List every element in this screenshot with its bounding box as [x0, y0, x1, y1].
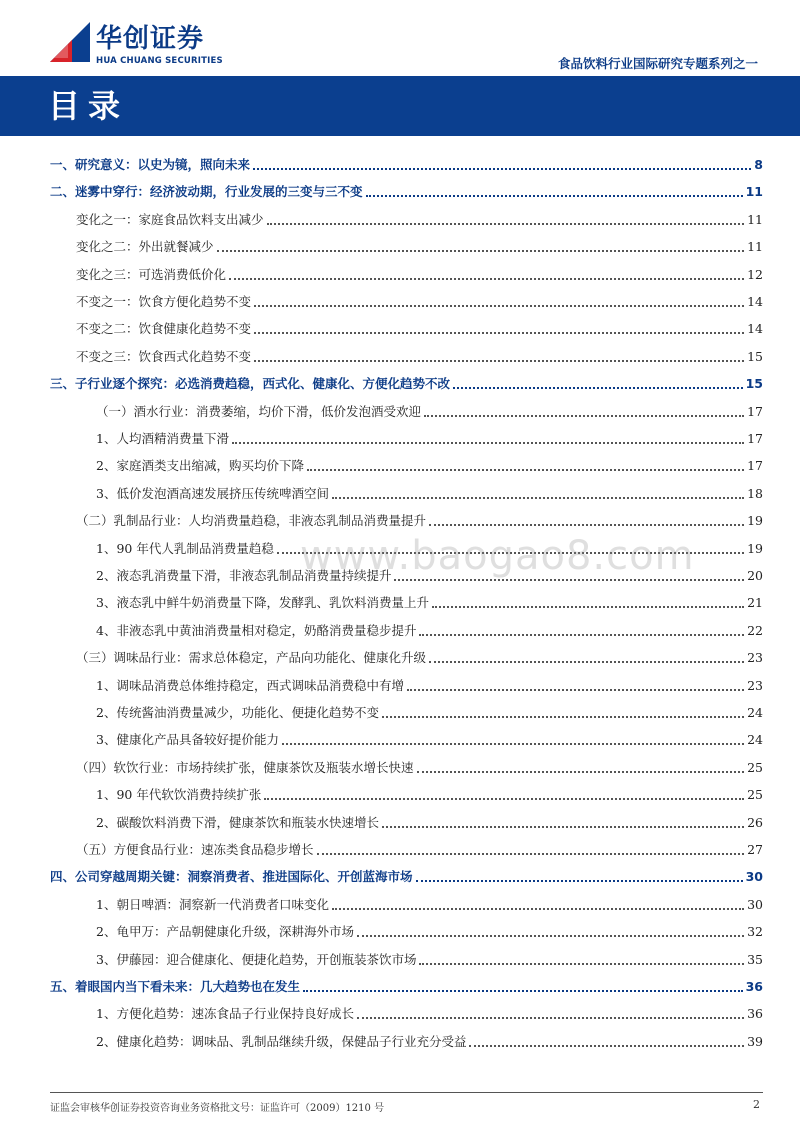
toc-entry-page: 39: [747, 1033, 763, 1049]
toc-entry[interactable]: [50, 864, 763, 886]
toc-dot-leader: [267, 223, 745, 225]
toc-entry-title: 不变之三：饮食西式化趋势不变: [76, 348, 252, 364]
toc-entry-title: 不变之一：饮食方便化趋势不变: [76, 294, 252, 309]
toc-entry-title: （四）软饮行业：市场持续扩张，健康茶饮及瓶装水增长快速: [76, 759, 414, 775]
toc-entry-page: 11: [747, 239, 763, 255]
toc-entry[interactable]: [76, 234, 763, 256]
toc-entry[interactable]: [96, 919, 763, 941]
toc-entry-page: 24: [747, 705, 763, 720]
toc-entry-title: 1、90 年代人乳制品消费量趋稳: [96, 540, 274, 556]
toc-dot-leader: [424, 415, 744, 417]
toc-dot-leader: [332, 908, 744, 910]
toc-entry-page: 23: [747, 677, 763, 693]
toc-banner: [0, 76, 800, 136]
toc-entry-page: 14: [747, 321, 763, 337]
toc-entry-title: （二）乳制品行业：人均消费量趋稳，非液态乳制品消费量提升: [76, 513, 427, 529]
toc-entry-title: 变化之二：外出就餐减少: [76, 239, 214, 255]
toc-entry-title: 1、方便化趋势：速冻食品子行业保持良好成长: [96, 1006, 354, 1022]
toc-entry-page: 15: [745, 376, 763, 392]
toc-entry-page: 35: [747, 951, 763, 967]
report-series-title: 食品饮料行业国际研究专题系列之一: [557, 56, 758, 71]
toc-dot-leader: [469, 1045, 744, 1047]
toc-dot-leader: [264, 798, 744, 800]
toc-entry[interactable]: [76, 344, 763, 366]
toc-dot-leader: [416, 880, 743, 882]
toc-dot-leader: [232, 442, 744, 444]
toc-entry-title: 一、研究意义：以史为镜，照向未来: [50, 157, 251, 172]
toc-entry-page: 22: [747, 622, 763, 638]
toc-entry[interactable]: [96, 618, 763, 640]
toc-entry-page: 17: [747, 431, 763, 446]
toc-entry-page: 36: [745, 979, 763, 994]
toc-entry[interactable]: [96, 947, 763, 969]
toc-dot-leader: [366, 195, 743, 197]
toc-dot-leader: [357, 935, 744, 937]
toc-entry-title: 3、液态乳中鲜牛奶消费量下降，发酵乳、乳饮料消费量上升: [96, 595, 429, 611]
toc-entry-page: 23: [747, 650, 763, 666]
toc-entry-page: 20: [747, 568, 763, 583]
toc-dot-leader: [332, 497, 744, 499]
toc-dot-leader: [307, 469, 744, 471]
toc-entry-title: 2、家庭酒类支出缩减，购买均价下降: [96, 458, 304, 474]
toc-entry-title: 2、健康化趋势：调味品、乳制品继续升级，保健品子行业充分受益: [96, 1033, 467, 1049]
toc-entry-title: （一）酒水行业：消费萎缩，均价下滑，低价发泡酒受欢迎: [96, 403, 422, 419]
toc-entry-title: 2、传统酱油消费量减少，功能化、便捷化趋势不变: [96, 705, 379, 720]
company-logo-icon: [50, 22, 90, 62]
toc-entry-page: 30: [745, 869, 763, 885]
toc-dot-leader: [394, 579, 744, 581]
toc-entry-title: 1、朝日啤酒：洞察新一代消费者口味变化: [96, 896, 329, 912]
toc-entry[interactable]: [76, 316, 763, 338]
toc-entry-title: 变化之一：家庭食品饮料支出减少: [76, 211, 264, 227]
toc-entry-title: 4、非液态乳中黄油消费量相对稳定，奶酪消费量稳步提升: [96, 622, 417, 638]
footer-disclaimer: 证监会审核华创证券投资咨询业务资格批文号：证监许可（2009）1210 号: [50, 1103, 385, 1114]
toc-entry-page: 11: [745, 184, 763, 200]
toc-dot-leader: [429, 524, 744, 526]
toc-entry[interactable]: [96, 481, 763, 503]
toc-entry[interactable]: [50, 974, 763, 996]
footer-page-number: 2: [753, 1098, 760, 1111]
toc-dot-leader: [254, 332, 744, 334]
toc-dot-leader: [382, 716, 744, 718]
toc-entry-page: 27: [747, 842, 763, 857]
toc-entry[interactable]: [76, 262, 763, 284]
toc-entry-title: （五）方便食品行业：速冻类食品稳步增长: [76, 842, 314, 857]
toc-entry[interactable]: [76, 837, 763, 859]
toc-entry-page: 25: [747, 787, 763, 803]
toc-entry[interactable]: [96, 727, 763, 749]
toc-entry-title: （三）调味品行业：需求总体稳定，产品向功能化、健康化升级: [76, 650, 427, 666]
toc-entry-title: 2、碳酸饮料消费下滑，健康茶饮和瓶装水快速增长: [96, 814, 379, 830]
toc-dot-leader: [432, 606, 744, 608]
toc-entry[interactable]: [96, 1029, 763, 1051]
toc-entry[interactable]: [96, 426, 763, 448]
toc-entry-title: 2、液态乳消费量下滑，非液态乳制品消费量持续提升: [96, 568, 392, 583]
footer-divider: [50, 1092, 763, 1093]
toc-entry[interactable]: [96, 700, 763, 722]
toc-entry[interactable]: [76, 755, 763, 777]
toc-dot-leader: [453, 387, 743, 389]
toc-entry[interactable]: [96, 782, 763, 804]
toc-entry[interactable]: [96, 399, 763, 421]
toc-entry[interactable]: [50, 152, 763, 174]
toc-dot-leader: [419, 963, 744, 965]
toc-entry-page: 11: [747, 211, 763, 227]
toc-entry-page: 24: [747, 732, 763, 748]
toc-entry[interactable]: [96, 892, 763, 914]
toc-entry[interactable]: [96, 1001, 763, 1023]
toc-entry[interactable]: [76, 508, 763, 530]
toc-entry[interactable]: [76, 207, 763, 229]
toc-entry-page: 17: [747, 403, 763, 419]
toc-entry-title: 3、伊藤园：迎合健康化、便捷化趋势，开创瓶装茶饮市场: [96, 951, 417, 967]
toc-entry-page: 17: [747, 458, 763, 474]
page-header: [0, 0, 800, 72]
toc-dot-leader: [417, 771, 745, 773]
toc-entry-page: 25: [747, 759, 763, 775]
toc-entry-page: 21: [747, 595, 763, 611]
toc-dot-leader: [282, 743, 744, 745]
toc-entry-page: 32: [747, 924, 763, 940]
toc-dot-leader: [429, 661, 744, 663]
toc-entry[interactable]: [96, 673, 763, 695]
toc-dot-leader: [253, 168, 751, 170]
toc-dot-leader: [303, 990, 743, 992]
toc-entry-page: 30: [747, 896, 763, 912]
toc-entry-title: 三、子行业逐个探究：必选消费趋稳，西式化、健康化、方便化趋势不改: [50, 376, 451, 392]
toc-entry-title: 二、迷雾中穿行：经济波动期，行业发展的三变与三不变: [50, 184, 363, 200]
toc-entry-title: 1、调味品消费总体维持稳定，西式调味品消费稳中有增: [96, 677, 404, 693]
toc-entry-page: 19: [747, 540, 763, 556]
toc-dot-leader: [254, 360, 744, 362]
toc-entry[interactable]: [96, 590, 763, 612]
toc-entry-title: 1、90 年代软饮消费持续扩张: [96, 787, 262, 803]
toc-entry-title: 变化之三：可选消费低价化: [76, 266, 227, 282]
toc-entry-page: 36: [747, 1006, 763, 1022]
logo-chinese-name: 华创证券: [96, 24, 205, 54]
toc-entry-title: 四、公司穿越周期关键：洞察消费者、推进国际化、开创蓝海市场: [50, 869, 413, 885]
toc-entry[interactable]: [50, 371, 763, 393]
toc-entry-title: 3、健康化产品具备较好提价能力: [96, 732, 279, 748]
toc-dot-leader: [357, 1017, 744, 1019]
toc-entry-title: 五、着眼国内当下看未来：几大趋势也在发生: [50, 979, 301, 994]
watermark: www.baogao8.com: [300, 533, 695, 579]
toc-entry-page: 15: [747, 348, 763, 364]
toc-entry-page: 19: [747, 513, 763, 529]
toc-dot-leader: [419, 634, 744, 636]
page-title: 目录: [48, 87, 129, 125]
toc-entry-page: 8: [754, 157, 763, 172]
toc-entry-title: 3、低价发泡酒高速发展挤压传统啤酒空间: [96, 485, 329, 501]
toc-dot-leader: [317, 853, 745, 855]
toc-entry[interactable]: [76, 289, 763, 311]
toc-dot-leader: [217, 250, 745, 252]
toc-entry-page: 12: [747, 266, 763, 282]
toc-dot-leader: [229, 278, 744, 280]
toc-entry-title: 1、人均酒精消费量下滑: [96, 431, 229, 446]
toc-dot-leader: [407, 689, 744, 691]
toc-entry[interactable]: [96, 453, 763, 475]
toc-entry[interactable]: [76, 645, 763, 667]
toc-entry[interactable]: [96, 810, 763, 832]
toc-dot-leader: [382, 826, 744, 828]
toc-dot-leader: [254, 305, 744, 307]
toc-entry-title: 2、龟甲万：产品朝健康化升级，深耕海外市场: [96, 924, 354, 940]
toc-entry-page: 14: [747, 294, 763, 309]
toc-entry-title: 不变之二：饮食健康化趋势不变: [76, 321, 252, 337]
toc-entry-page: 26: [747, 814, 763, 830]
toc-entry[interactable]: [50, 179, 763, 201]
toc-entry-page: 18: [747, 485, 763, 501]
logo-english-name: HUA CHUANG SECURITIES: [96, 56, 223, 66]
